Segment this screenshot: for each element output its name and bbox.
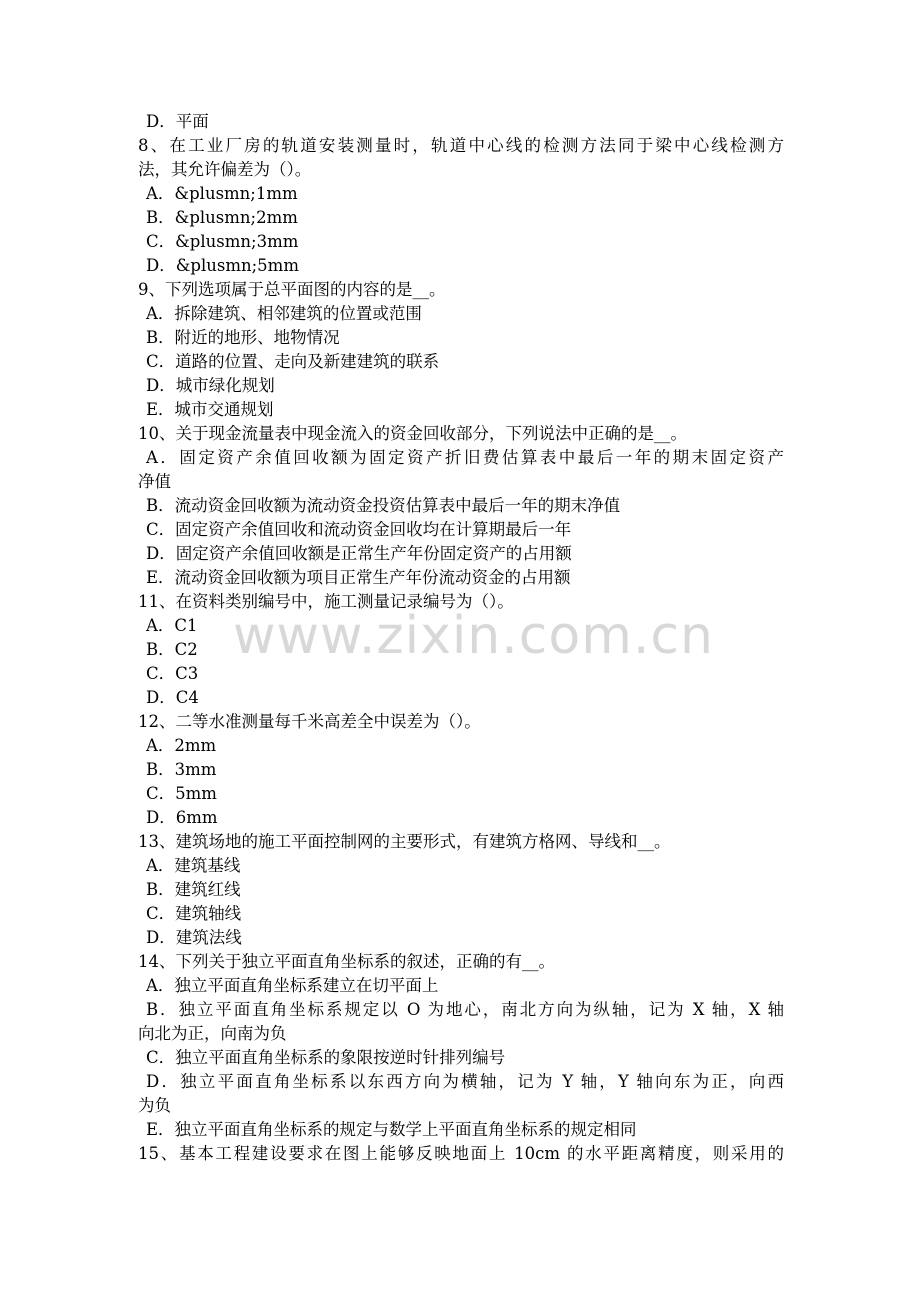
question-text-line: 9、下列选项属于总平面图的内容的是__。 — [138, 280, 446, 299]
answer-option-line: C．道路的位置、走向及新建建筑的联系 — [146, 352, 440, 371]
answer-option-line: D．6mm — [146, 808, 218, 827]
answer-option-line: B．附近的地形、地物情况 — [146, 328, 340, 347]
answer-option-line: E．独立平面直角坐标系的规定与数学上平面直角坐标系的规定相同 — [146, 1120, 637, 1139]
question-text-line: 15、基本工程建设要求在图上能够反映地面上 10cm 的水平距离精度，则采用的 — [138, 1144, 784, 1163]
answer-option-line: A．固定资产余值回收额为固定资产折旧费估算表中最后一年的期末固定资产 — [146, 448, 784, 467]
answer-option-line: D．独立平面直角坐标系以东西方向为横轴，记为 Y 轴，Y 轴向东为正，向西 — [146, 1072, 784, 1091]
question-text-line: 14、下列关于独立平面直角坐标系的叙述，正确的有__。 — [138, 952, 555, 971]
question-text-line: 为负 — [138, 1096, 171, 1115]
question-text-line: 10、关于现金流量表中现金流入的资金回收部分，下列说法中正确的是__。 — [138, 424, 687, 443]
answer-option-line: B．&plusmn;2mm — [146, 208, 298, 227]
answer-option-line: A．2mm — [146, 736, 217, 755]
answer-option-line: D．建筑法线 — [146, 928, 242, 947]
answer-option-line: D．&plusmn;5mm — [146, 256, 299, 275]
question-text-line: 8、在工业厂房的轨道安装测量时，轨道中心线的检测方法同于梁中心线检测方 — [138, 136, 784, 155]
question-text-line: 11、在资料类别编号中，施工测量记录编号为（）。 — [138, 592, 514, 611]
answer-option-line: B．建筑红线 — [146, 880, 241, 899]
answer-option-line: B．C2 — [146, 640, 198, 659]
question-text-line: 法，其允许偏差为（）。 — [138, 160, 312, 179]
answer-option-line: E．流动资金回收额为项目正常生产年份流动资金的占用额 — [146, 568, 571, 587]
answer-option-line: C．独立平面直角坐标系的象限按逆时针排列编号 — [146, 1048, 506, 1067]
answer-option-line: D．平面 — [146, 112, 209, 131]
answer-option-line: A．&plusmn;1mm — [146, 184, 298, 203]
answer-option-line: D．C4 — [146, 688, 199, 707]
answer-option-line: C．5mm — [146, 784, 217, 803]
question-text-line: 13、建筑场地的施工平面控制网的主要形式，有建筑方格网、导线和__。 — [138, 832, 671, 851]
answer-option-line: A．C1 — [146, 616, 198, 635]
answer-option-line: C．C3 — [146, 664, 199, 683]
answer-option-line: B．3mm — [146, 760, 217, 779]
answer-option-line: C．&plusmn;3mm — [146, 232, 299, 251]
answer-option-line: E．城市交通规划 — [146, 400, 274, 419]
answer-option-line: C．建筑轴线 — [146, 904, 242, 923]
answer-option-line: A．独立平面直角坐标系建立在切平面上 — [146, 976, 439, 995]
answer-option-line: A．建筑基线 — [146, 856, 241, 875]
answer-option-line: D．固定资产余值回收额是正常生产年份固定资产的占用额 — [146, 544, 572, 563]
answer-option-line: C．固定资产余值回收和流动资金回收均在计算期最后一年 — [146, 520, 572, 539]
answer-option-line: B．独立平面直角坐标系规定以 O 为地心，南北方向为纵轴，记为 X 轴，X 轴 — [146, 1000, 784, 1019]
watermark: www.zixin.com.cn — [233, 606, 714, 666]
answer-option-line: B．流动资金回收额为流动资金投资估算表中最后一年的期末净值 — [146, 496, 621, 515]
answer-option-line: A．拆除建筑、相邻建筑的位置或范围 — [146, 304, 422, 323]
question-text-line: 12、二等水准测量每千米高差全中误差为（）。 — [138, 712, 481, 731]
answer-option-line: D．城市绿化规划 — [146, 376, 275, 395]
question-text-line: 向北为正，向南为负 — [138, 1024, 287, 1043]
question-text-line: 净值 — [138, 472, 171, 491]
document-page — [138, 110, 784, 1166]
